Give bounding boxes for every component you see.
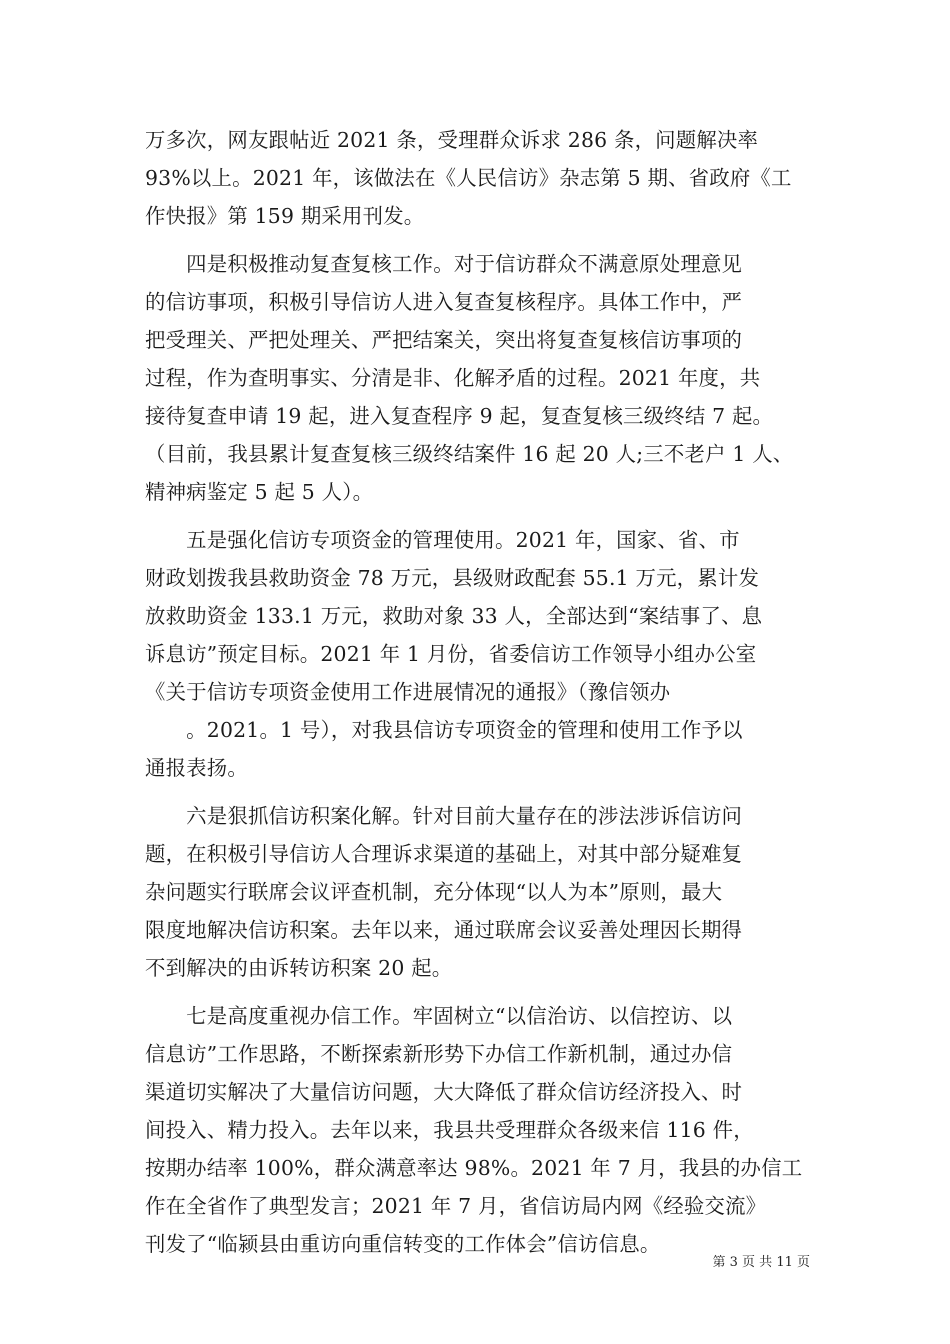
text-line: 《关于信访专项资金使用工作进展情况的通报》（豫信领办 [145, 680, 671, 704]
text-line: 万多次，网友跟帖近 2021 条，受理群众诉求 286 条，问题解决率 [145, 128, 759, 152]
paragraph-5-line: 五是强化信访专项资金的管理使用。2021 年，国家、省、市 [145, 528, 740, 552]
paragraph-6-line: 六是狠抓信访积案化解。针对目前大量存在的涉法涉诉信访问 [145, 804, 743, 828]
text-line: 题，在积极引导信访人合理诉求渠道的基础上，对其中部分疑难复 [145, 842, 743, 866]
paragraph-4-line: 四是积极推动复查复核工作。对于信访群众不满意原处理意见 [145, 252, 743, 276]
text-line: 过程，作为查明事实、分清是非、化解矛盾的过程。2021 年度，共 [145, 366, 761, 390]
text-line: 渠道切实解决了大量信访问题，大大降低了群众信访经济投入、时 [145, 1080, 743, 1104]
text-line: 接待复查申请 19 起，进入复查程序 9 起，复查复核三级终结 7 起。 [145, 404, 774, 428]
text-line: 把受理关、严把处理关、严把结案关，突出将复查复核信访事项的 [145, 328, 743, 352]
text-line: 刊发了“临颍县由重访向重信转变的工作体会”信访信息。 [145, 1232, 661, 1256]
text-line: 作快报》第 159 期采用刊发。 [145, 204, 425, 228]
text-line: 放救助资金 133.1 万元，救助对象 33 人，全部达到“案结事了、息 [145, 604, 763, 628]
text-line: 通报表扬。 [145, 756, 248, 780]
document-body [145, 121, 810, 1263]
text-line: 93%以上。2021 年，该做法在《人民信访》杂志第 5 期、省政府《工 [145, 166, 792, 190]
text-line: 间投入、精力投入。去年以来，我县共受理群众各级来信 116 件， [145, 1118, 754, 1142]
text-line: 按期办结率 100%，群众满意率达 98%。2021 年 7 月，我县的办信工 [145, 1156, 803, 1180]
page-number: 第 3 页 共 11 页 [712, 1255, 810, 1270]
paragraph-7-line: 七是高度重视办信工作。牢固树立“以信治访、以信控访、以 [145, 1004, 733, 1028]
text-line: 。2021。1 号），对我县信访专项资金的管理和使用工作予以 [145, 718, 743, 742]
text-line: 信息访”工作思路，不断探索新形势下办信工作新机制，通过办信 [145, 1042, 733, 1066]
text-line: 作在全省作了典型发言；2021 年 7 月，省信访局内网《经验交流》 [145, 1194, 767, 1218]
text-line: 限度地解决信访积案。去年以来，通过联席会议妥善处理因长期得 [145, 918, 743, 942]
text-line: 不到解决的由诉转访积案 20 起。 [145, 956, 453, 980]
text-line: （目前，我县累计复查复核三级终结案件 16 起 20 人;三不老户 1 人、 [145, 442, 794, 466]
text-line: 诉息访”预定目标。2021 年 1 月份，省委信访工作领导小组办公室 [145, 642, 757, 666]
text-line: 的信访事项，积极引导信访人进入复查复核程序。具体工作中，严 [145, 290, 743, 314]
text-line: 杂问题实行联席会议评查机制，充分体现“以人为本”原则，最大 [145, 880, 723, 904]
text-line: 财政划拨我县救助资金 78 万元，县级财政配套 55.1 万元，累计发 [145, 566, 760, 590]
text-line: 精神病鉴定 5 起 5 人）。 [145, 480, 374, 504]
